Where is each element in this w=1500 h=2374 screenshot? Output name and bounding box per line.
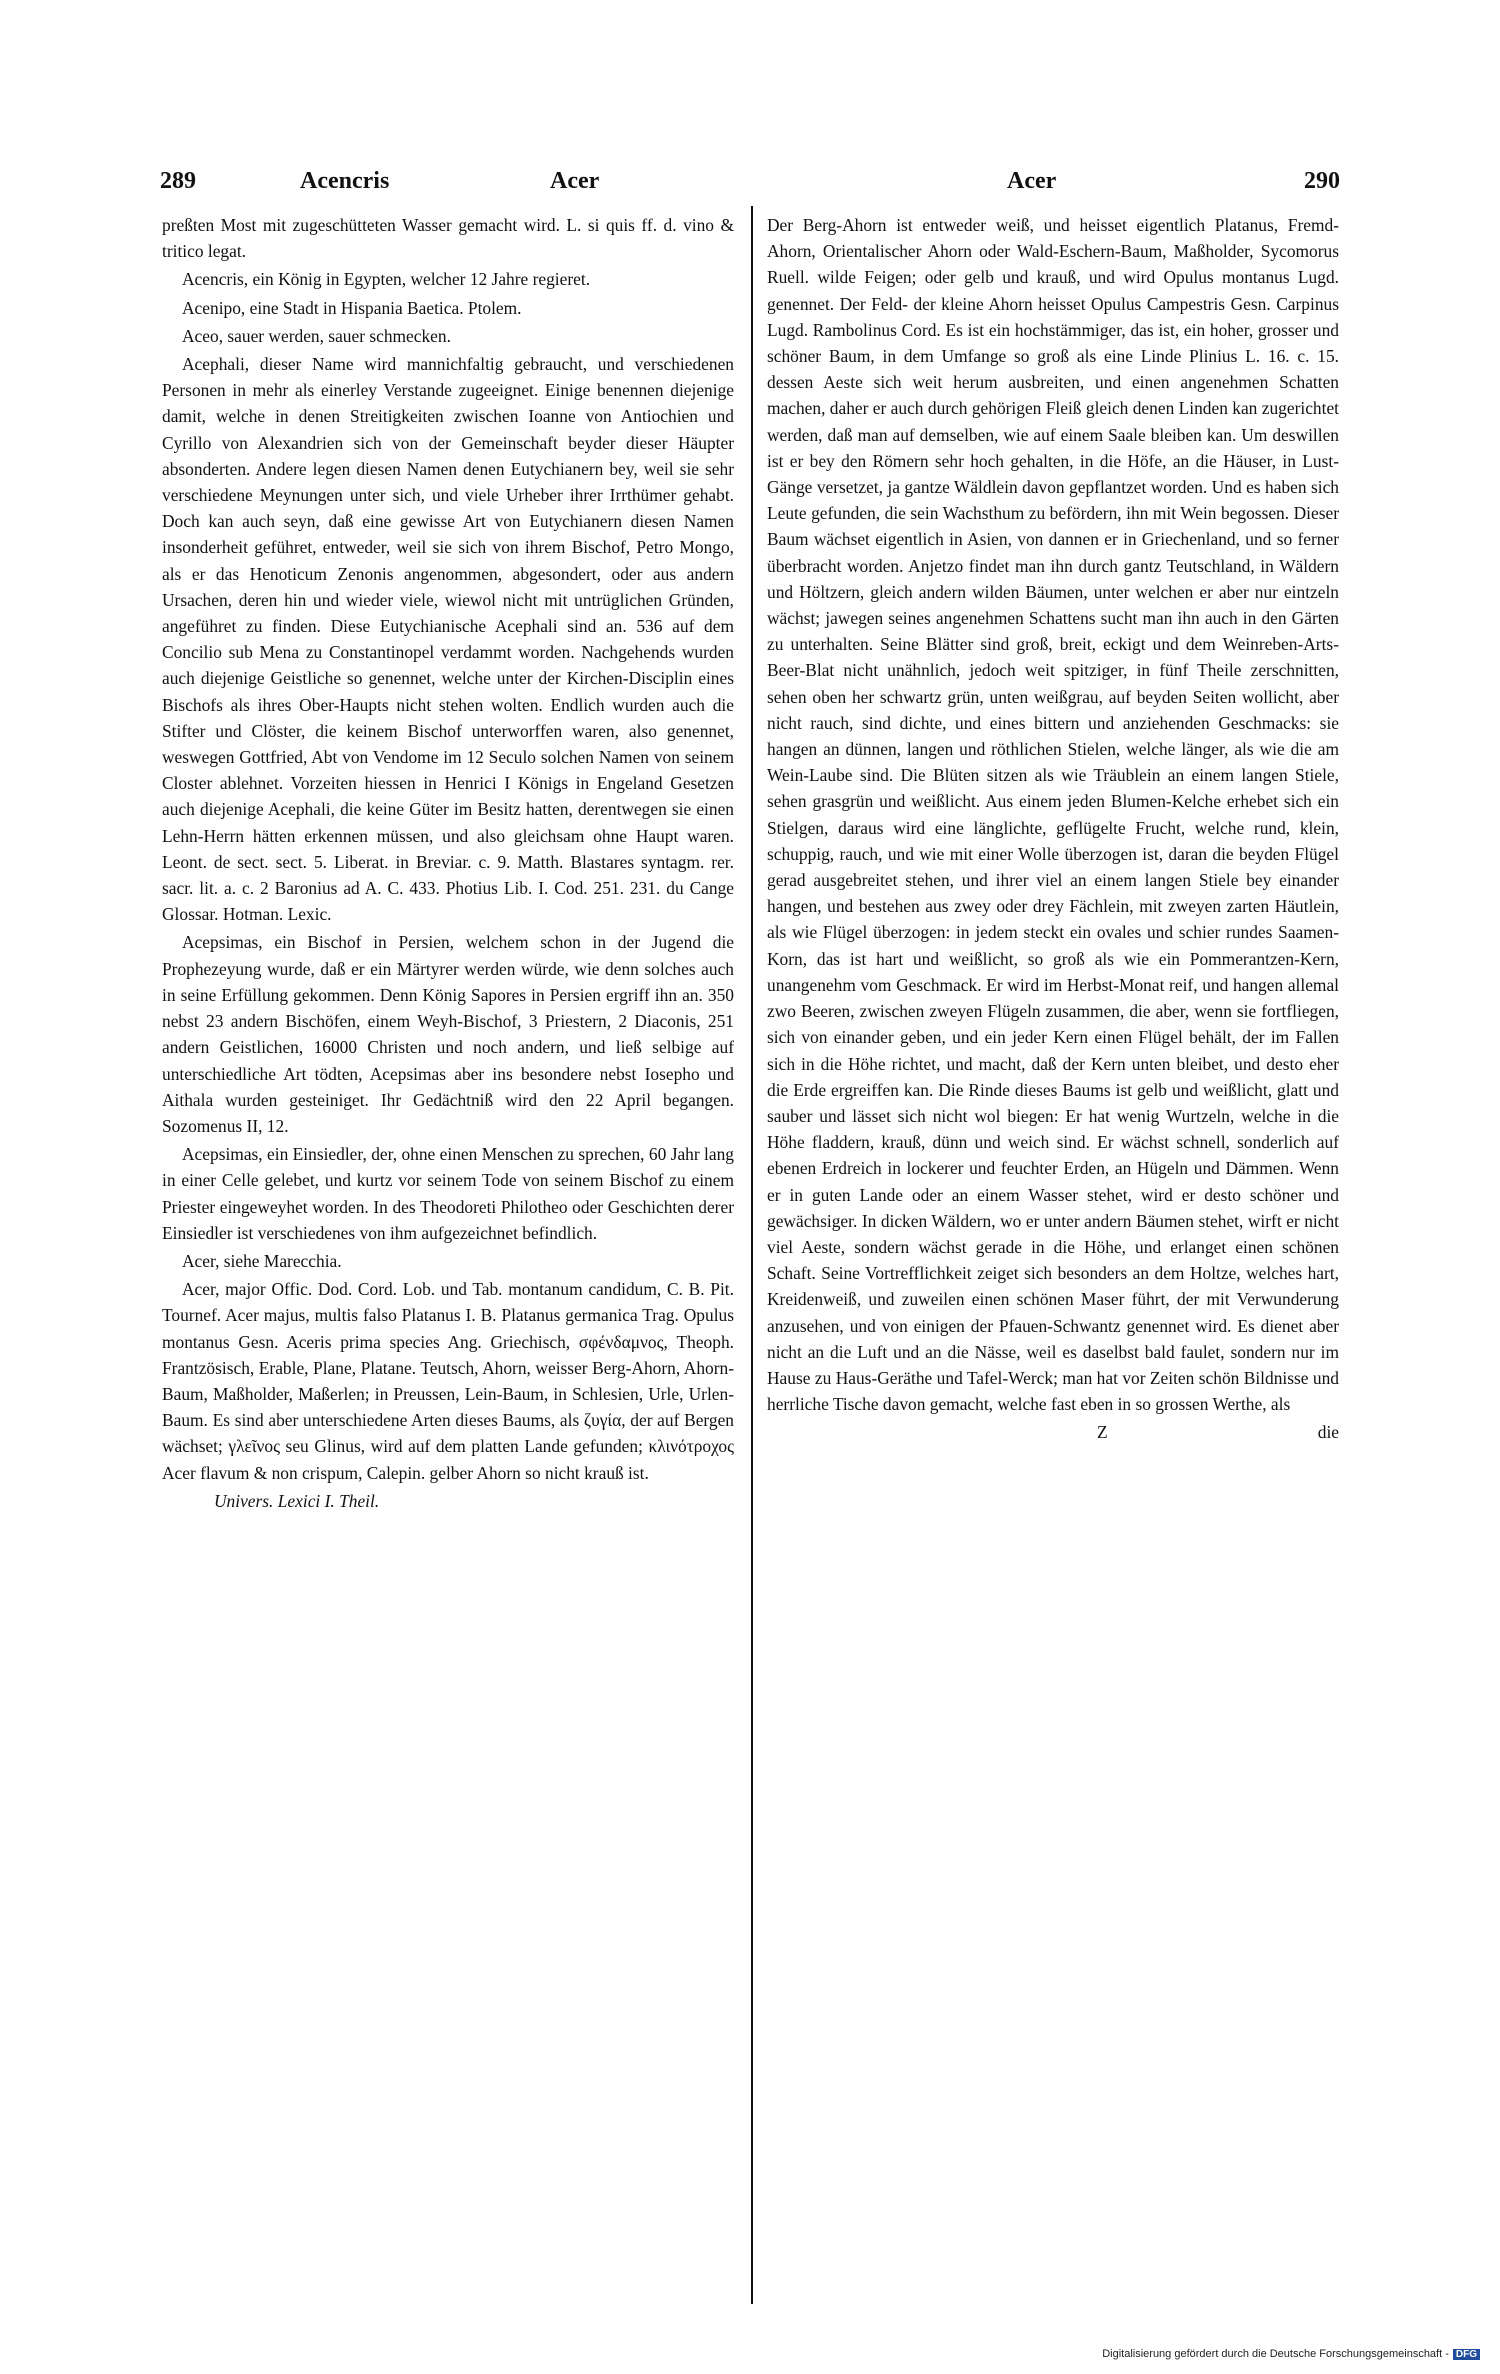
right-column — [767, 212, 1339, 2288]
left-column-paragraph: Acencris, ein König in Egypten, welcher 12 Jahre regieret. — [182, 269, 591, 290]
left-column-paragraph: Acer, major Offic. Dod. Cord. Lob. und Tab. montanum candidum, C. B. Pit. Tournef. Acer majus, multis falso Platanus I. B. Platanus germanica Trag. Opulus montanus Gesn. Aceris prima species Ang. Griechisch, σφένδαμνος, Theoph. Frantzösisch, Erable, Plane, Platane. Teutsch, Ahorn, weisser Berg-Ahorn, Ahorn-Baum, Maßholder, Maßerlen; in Preussen, Lein-Baum, in Schlesien, Urle, Urlen-Baum. Es sind aber unterschiedene Arten dieses Baums, als ζυγία, der auf Bergen wächset; γλεῖνος seu Glinus, wird auf dem platten Lande gefunden; κλινότροχος Acer flavum & non crispum, Calepin. gelber Ahorn so nicht krauß ist. — [162, 1279, 734, 1483]
right-column-footer — [767, 1419, 1339, 1445]
left-headword-2: Acer — [550, 168, 600, 194]
left-column-paragraph: Aceo, sauer werden, sauer schmecken. — [182, 325, 451, 346]
right-page-number: 290 — [1304, 168, 1340, 194]
right-headword: Acer — [1007, 168, 1057, 194]
left-page-number: 289 — [160, 168, 196, 194]
left-column-paragraph: Acer, siehe Marecchia. — [182, 1250, 342, 1271]
catchword: die — [1317, 1422, 1339, 1443]
left-column-paragraph: Acepsimas, ein Bischof in Persien, welchem schon in der Jugend die Prophezeyung wurde, daß er ein Märtyrer werden würde, wie denn solches auch in seine Erfüllung gekommen. Denn König Sapores in Persien ergriff ihn an. 350 nebst 23 andern Bischöfen, einem Weyh-Bischof, 3 Priestern, 2 Diaconis, 251 andern Geistlichen, 16000 Christen und noch andern, und ließ selbige auf unterschiedliche Art tödten, Acepsimas aber ins besondere nebst Iosepho und Aithala wurden gesteiniget. Ihr Gedächtniß wird den 22 April begangen. Sozomenus II, 12. — [162, 932, 734, 1136]
digitization-note — [1102, 2348, 1480, 2360]
left-column-paragraph: Acephali, dieser Name wird mannichfaltig gebraucht, und verschiedenen Personen in mehr als einerley Verstande zugeeignet. Einige benennen diejenige damit, welche in denen Streitigkeiten zwischen Ioanne von Antiochien und Cyrillo von Alexandrien sich von der Gemeinschaft beyder dieser Häupter absonderten. Andere legen diesen Namen denen Eutychianern bey, weil sie sehr verschiedene Meynungen unter sich, und viele Urheber ihrer Irrthümer gehabt. Doch kan auch seyn, daß eine gewisse Art von Eutychianern diesen Namen insonderheit geführet, entweder, weil sie sich von ihrem Bischof, Petro Mongo, als er das Henoticum Zenonis angenommen, abgesondert, oder aus andern Ursachen, deren hin und wieder viele, wiewol nicht mit untrüglichen Gründen, angeführet zu finden. Diese Eutychianische Acephali sind an. 536 auf dem Concilio sub Mena zu Constantinopel verdammt worden. Nachgehends wurden auch diejenige Geistliche so genennet, welche unter der Kirchen-Disciplin eines Bischofs als ihres Ober-Haupts nicht stehen wolten. Endlich wurden auch die Stifter und Clöster, die keinem Bischof unterworffen waren, also genennet, weswegen Gottfried, Abt von Vendome im 12 Seculo solchen Namen von seinem Closter ablehnet. Vorzeiten hiessen in Henrici I Königs in Engeland Gesetzen auch diejenige Acephali, die keine Güter im Besitz hatten, derentwegen sie einen Lehn-Herrn hätten erkennen müssen, und also gleichsam ohne Haupt waren. Leont. de sect. sect. 5. Liberat. in Breviar. c. 9. Matth. Blastares syntagm. rer. sacr. lit. a. c. 2 Baronius ad A. C. 433. Photius Lib. I. Cod. 251. 231. du Cange Glossar. Hotman. Lexic. — [162, 354, 734, 925]
left-column — [162, 212, 734, 2288]
right-column-paragraph: Der Berg-Ahorn ist entweder weiß, und heisset eigentlich Platanus, Fremd-Ahorn, Orientalischer Ahorn oder Wald-Eschern-Baum, Maßholder, Sycomorus Ruell. wilde Feigen; oder gelb und krauß, und wird Opulus montanus Lugd. genennet. Der Feld- der kleine Ahorn heisset Opulus Campestris Gesn. Carpinus Lugd. Rambolinus Cord. Es ist ein hochstämmiger, das ist, ein hoher, grosser und schöner Baum, in dem Umfange so groß als eine Linde Plinius L. 16. c. 15. dessen Aeste sich weit herum ausbreiten, und einen angenehmen Schatten machen, daher er auch durch gehörigen Fleiß gleich denen Linden kan zugerichtet werden, daß man auf demselben, wie auf einem Saale bleiben kan. Um deswillen ist er bey den Römern sehr hoch gehalten, in die Höfe, an die Häuser, in Lust-Gänge versetzet, ja gantze Wäldlein davon gepflantzet worden. Und es haben sich Leute gefunden, die sein Wachsthum zu befördern, ihn mit Wein begossen. Dieser Baum wächset eigentlich in Asien, von dannen er in Griechenland, und so ferner überbracht worden. Anjetzo findet man ihn durch gantz Teutschland, in Wäldern und Höltzern, gleich andern wilden Bäumen, unter welchen er aber nur eintzeln wächst; jawegen seines angenehmen Schattens sucht man ihn auch in den Gärten zu unterhalten. Seine Blätter sind groß, breit, eckigt und dem Weinreben-Arts-Beer-Blat nicht unähnlich, jedoch weit spitziger, in fünf Theile zerschnitten, sehen oben her schwartz grün, unten weißgrau, auf beyden Seiten wollicht, aber nicht rauch, sind dichte, und eines bittern und anziehenden Geschmacks: sie hangen an dünnen, langen und röthlichen Stielen, welche länger, als wie die am Wein-Laube sind. Die Blüten sitzen als wie Träublein an einem langen Stiele, sehen grasgrün und weißlicht. Aus einem jeden Blumen-Kelche erhebet sich ein Stielgen, daraus wird eine länglichte, geflügelte Frucht, welche rund, klein, schuppig, rauch, und wie mit einer Wolle überzogen ist, daran die beyden Flügel gerad ausgebreitet stehen, und ihrer viel an einem langen Stiele bey einander hangen, und bestehen aus zwey oder drey Fächlein, mit zweyen zarten Häutlein, als wie Flügel überzogen: in jedem steckt ein ovales und schier rundes Saamen-Korn, das ist hart und weißlicht, so groß als wie ein Pommerantzen-Kern, unangenehm vom Geschmack. Er wird im Herbst-Monat reif, und hangen allemal zwo Beeren, zwischen zweyen Flügeln zusammen, die aber, wenn sie fortfliegen, sich von einander geben, und ein jeder Kern einen Flügel behält, der im Fallen sich in die Höhe richtet, und macht, daß der Kern unten bleibet, und desto eher die Erde ergreiffen kan. Die Rinde dieses Baums ist gelb und weißlicht, glatt und sauber und lässet sich nicht wol biegen: Er hat wenig Wurtzeln, welche in die Höhe fladdern, krauß, dünn und weich sind. Er wächst schnell, sonderlich auf ebenen Erdreich in lockerer und feuchter Erden, an Hügeln und Dämmen. Wenn er in guten Lande oder an einem Wasser stehet, wird er desto schöner und gewächsiger. In dicken Wäldern, wo er unter andern Bäumen stehet, wirft er nicht viel Aeste, sondern wächst gerade in die Höhe, und erlanget einen schönen Schaft. Seine Vortrefflichkeit zeiget sich besonders an dem Holtze, welches hart, Kreidenweiß, und zuweilen einen schönen Maser führt, der mit Verwunderung anzusehen, und von einigen der Pfauen-Schwantz genennet wird. Es dienet aber nicht an die Luft und an die Nässe, weil es daselbst bald faulet, sondern nur im Hause zu Haus-Geräthe und Tafel-Werck; man hat vor Zeiten schön Bildnisse und herrliche Tische davon gemacht, welche fast eben in so grossen Werthe, als — [767, 215, 1339, 1415]
column-divider — [751, 206, 753, 2304]
left-column-paragraph: preßten Most mit zugeschütteten Wasser gemacht wird. L. si quis ff. d. vino & tritico legat. — [162, 215, 734, 262]
left-headword: Acencris — [300, 168, 390, 194]
volume-signature: Univers. Lexici I. Theil. — [214, 1490, 380, 1511]
running-header — [160, 168, 1340, 200]
left-column-paragraph: Acenipo, eine Stadt in Hispania Baetica. Ptolem. — [182, 297, 522, 318]
digitization-note-text: Digitalisierung gefördert durch die Deutsche Forschungsgemeinschaft - — [1102, 2348, 1449, 2360]
left-column-paragraph: Acepsimas, ein Einsiedler, der, ohne einen Menschen zu sprechen, 60 Jahr lang in einer Celle gelebet, und kurtz vor seinem Tode von seinem Bischof zu einem Priester eingeweyhet worden. In des Theodoreti Philotheo oder Geschichten derer Einsiedler ist verschiedenes von ihm aufgezeichnet befindlich. — [162, 1144, 734, 1243]
signature-mark: Z — [1097, 1422, 1108, 1443]
dfg-logo: DFG — [1453, 2349, 1480, 2360]
